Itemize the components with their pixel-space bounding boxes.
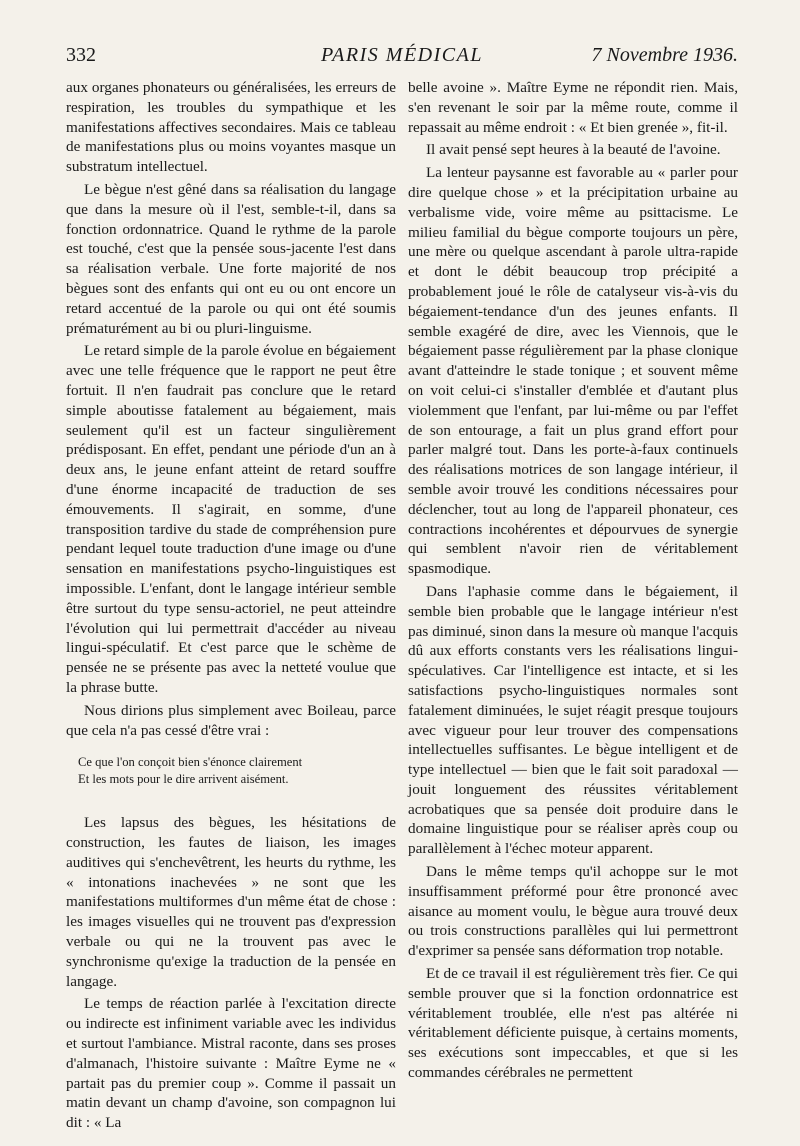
paragraph: Il avait pensé sept heures à la beauté de l'avoine. — [426, 141, 721, 159]
paragraph: Le retard simple de la parole évolue en bégaiement avec une telle fréquence que le rapport ne peut être fortuit. Il n'en faudrait pas conclure que le retard simple aboutisse fatalement au bégaiement, mais seulement qu'il est un facteur singulièrement prédisposant. En effet, pendant une période d'un an à deux ans, le jeune enfant atteint de retard souffre d'une énorme incapacité de traduction de ses émouvements. Il s'agirait, en somme, d'une transposition tardive du stade de compréhension pure pendant lequel toute traduction d'une image ou d'une sensation en manifestations psycho-linguistiques est impossible. L'enfant, dont le langage intérieur semble être surtout du type sensu-actoriel, ne peut atteindre l'évolution qui lui permettrait d'accéder au niveau lingui-spéculatif. Et c'est parce que le schème de pensée ne se présente pas avec la netteté voulue que la phrase butte. — [66, 342, 396, 696]
issue-date: 7 Novembre 1936. — [591, 44, 738, 66]
paragraph: belle avoine ». Maître Eyme ne répondit rien. Mais, s'en revenant le soir par la même route, comme il repassait au même endroit : « Et bien grenée », fit-il. — [408, 79, 738, 136]
paragraph: Et de ce travail il est régulièrement très fier. Ce qui semble prouver que si la fonction ordonnatrice est véritablement troublée, elle n'est pas altérée ni véritablement déficiente puisque, à certains moments, ses exécutions sont impeccables, et que si les commandes cérébrales ne permettent — [408, 965, 738, 1082]
paragraph: Dans l'aphasie comme dans le bégaiement, il semble bien probable que le langage intérieur n'est pas diminué, sinon dans la mesure où manque l'acquis dû aux efforts constants vers les réalisations lingui-spéculatives. Car l'intelligence est intacte, et si les satisfactions psycho-linguistiques normales sont fatalement diminuées, le sujet réagit presque toujours avec vigueur pour leur trouver des compensations intellectuelles suffisantes. Le bègue intelligent et de type intellectuel — bien que le fait soit paradoxal — jouit longuement des réussites véritablement acrobatiques que sa pensée doit produire dans le domaine linguistique pour se réaliser après coup ou parallèlement à l'échec moteur apparent. — [408, 582, 738, 858]
quote-line: Et les mots pour le dire arrivent aisément. — [78, 772, 289, 787]
boileau-quote — [78, 754, 396, 788]
paragraph: aux organes phonateurs ou généralisées, les erreurs de respiration, les troubles du sympathique et les manifestations affectives secondaires. Mais ce tableau de manifestations plus ou moins voyantes masque un substratum intellectuel. — [66, 79, 396, 176]
paragraph: Dans le même temps qu'il achoppe sur le mot insuffisamment préformé pour être prononcé avec aisance au moment voulu, le bègue aura trouvé deux ou trois constructions parallèles qui lui permettront d'exprimer sa pensée sans déformation trop notable. — [408, 863, 738, 960]
paragraph: Les lapsus des bègues, les hésitations de construction, les fautes de liaison, les images auditives qui s'enchevêtrent, les heurts du rythme, les « intonations inachevées » ne sont que les manifestations multiformes d'un même état de chose : les images visuelles qui ne trouvent pas d'expression verbale ou qui ne la trouvent pas avec le synchronisme qu'exige la traduction de la pensée en langage. — [66, 814, 396, 990]
left-column — [66, 78, 396, 1133]
paragraph: Le bègue n'est gêné dans sa réalisation du langage que dans la mesure où il l'est, semble-t-il, dans sa fonction ordonnatrice. Quand le rythme de la parole est touché, c'est que la pensée sous-jacente l'est dans sa réalisation verbale. Une forte majorité de nos bègues sont des enfants qui ont eu ou ont encore un retard accentué de la parole ou qui ont été soumis prématurément au bi ou pluri-linguisme. — [66, 180, 396, 337]
paragraph: Nous dirions plus simplement avec Boileau, parce que cela n'a pas cessé d'être vrai : — [66, 701, 396, 739]
paragraph: La lenteur paysanne est favorable au « parler pour dire quelque chose » et la précipitation urbaine au verbalisme vide, voire même au psittacisme. Le milieu familial du bègue comporte toujours un père, une mère ou quelque ascendant à parole ultra-rapide et dont le débit beaucoup trop précipité a probablement joué le rôle de catalyseur vis-à-vis du bégaiement-tendance d'un des jeunes enfants. Il semble exagéré de dire, avec les Viennois, que le bégaiement passe régulièrement par la phase clonique avant d'atteindre le stade tonique ; et souvent même on voit celui-ci s'installer d'emblée et d'autant plus violemment que l'enfant, par lui-même ou par l'effet de son entourage, a fait un plus grand effort pour parler malgré tout. Dans les porte-à-faux continuels des réalisations motrices de son langage intérieur, il semble avoir trouvé les conditions nécessaires pour déclencher, tout au long de l'appareil phonateur, ces contractions incohérentes et dépourvues de synergie qui semblent n'avoir rien de véritablement spasmodique. — [408, 164, 738, 578]
paragraph: Le temps de réaction parlée à l'excitation directe ou indirecte est infiniment variable avec les individus et surtout l'ambiance. Mistral raconte, dans ses proses d'almanach, l'histoire suivante : Maître Eyme ne « partait pas du premier coup ». Comme il passait un matin devant un champ d'avoine, son compagnon lui dit : « La — [66, 995, 396, 1132]
page-number: 332 — [66, 44, 96, 66]
journal-title: PARIS MÉDICAL — [321, 44, 483, 66]
running-header — [66, 44, 738, 72]
right-column — [408, 78, 738, 1083]
quote-line: Ce que l'on conçoit bien s'énonce clairement — [78, 755, 303, 770]
